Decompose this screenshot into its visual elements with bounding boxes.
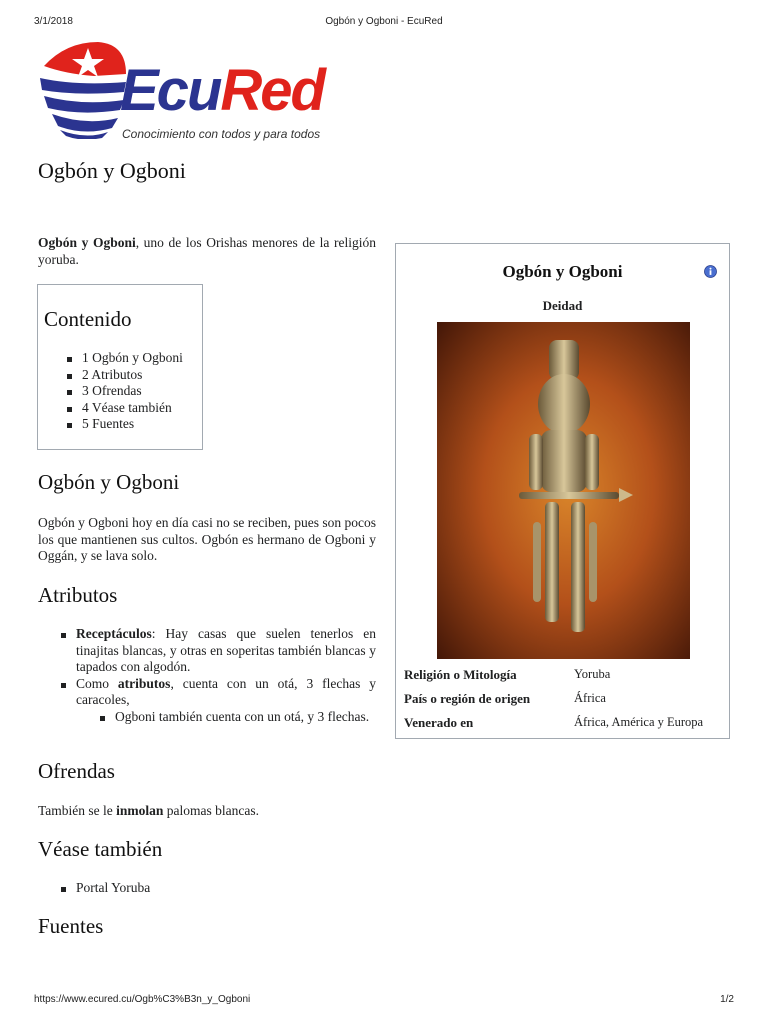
info-icon[interactable] <box>704 265 717 278</box>
table-of-contents <box>37 284 203 450</box>
list-item-text: Como <box>76 675 118 691</box>
atributos-link[interactable]: atributos <box>117 675 171 691</box>
toc-item-ogbon[interactable]: 1 Ogbón y Ogboni <box>82 350 183 365</box>
logo-wordmark <box>120 58 324 123</box>
print-page-number: 1/2 <box>720 994 734 1005</box>
infobox-row-value[interactable]: África <box>574 691 606 705</box>
toc-title: Contenido <box>44 307 132 331</box>
section-ofrendas-text <box>38 803 376 820</box>
list-item-text: , cuenta con un otá, 3 flechas y caracoles, <box>76 675 376 707</box>
inmolan-link[interactable]: inmolan <box>116 803 164 818</box>
print-date: 3/1/2018 <box>34 16 73 27</box>
infobox-subtitle: Deidad <box>542 298 583 313</box>
section-heading-ofrendas: Ofrendas <box>38 759 115 783</box>
page-title: Ogbón y Ogboni <box>38 158 186 183</box>
vease-list <box>76 880 376 897</box>
intro-paragraph <box>38 235 376 268</box>
infobox-row-label: País o región de origen <box>404 691 531 706</box>
toc-item-vease[interactable]: 4 Véase también <box>82 400 183 417</box>
intro-rest: , uno de los Orishas menores de la religión yoruba. <box>38 235 376 267</box>
list-item <box>76 676 376 709</box>
infobox <box>395 243 730 739</box>
section-heading-ogbon: Ogbón y Ogboni <box>38 470 180 494</box>
infobox-row-value: África, América y Europa <box>574 715 704 729</box>
intro-bold: Ogbón y Ogboni <box>38 235 136 250</box>
ofrendas-text-rest: palomas blancas. <box>163 803 260 818</box>
infobox-row <box>404 691 724 709</box>
receptaculos-link[interactable]: Receptáculos <box>76 626 152 641</box>
atributos-sublist <box>115 709 376 726</box>
list-item: Ogboni también cuenta con un otá, y 3 flechas. <box>115 709 376 726</box>
list-item <box>76 626 376 676</box>
logo-tagline: Conocimiento con todos y para todos <box>122 127 321 141</box>
list-item-text: : Hay casas que suelen tenerlos en tinajitas blancas, y otras en soperitas también blancas y tapados con algodón. <box>76 626 376 674</box>
deity-statue-image[interactable] <box>437 322 690 659</box>
toc-item-ofrendas[interactable]: 3 Ofrendas <box>82 383 183 400</box>
section-ogbon-text: Ogbón y Ogboni hoy en día casi no se reciben, pues son pocos los que mantienen sus cultos. Ogbón es hermano de Ogboni y Oggán, y se lava solo. <box>38 515 376 563</box>
section-heading-atributos: Atributos <box>38 583 118 607</box>
section-heading-vease: Véase también <box>38 837 163 861</box>
infobox-title: Ogbón y Ogboni <box>502 262 623 281</box>
ecured-logo[interactable] <box>36 34 346 146</box>
print-title: Ogbón y Ogboni - EcuRed <box>325 16 443 27</box>
toc-list <box>82 350 183 433</box>
logo-word-ecu: Ecu <box>120 58 221 123</box>
section-heading-fuentes: Fuentes <box>38 914 104 938</box>
infobox-row <box>404 715 724 733</box>
infobox-row <box>404 667 724 685</box>
ofrendas-text-pre: También se le <box>38 803 117 818</box>
toc-item-atributos[interactable]: 2 Atributos <box>82 367 183 384</box>
infobox-row-label: Religión o Mitología <box>404 667 517 682</box>
portal-yoruba-link[interactable]: Portal Yoruba <box>76 880 376 897</box>
print-url: https://www.ecured.cu/Ogb%C3%B3n_y_Ogboni <box>34 994 251 1005</box>
infobox-row-value[interactable]: Yoruba <box>574 667 611 681</box>
atributos-list <box>76 626 376 709</box>
infobox-row-label: Venerado en <box>404 715 474 730</box>
logo-word-red: Red <box>220 58 324 123</box>
toc-item-fuentes[interactable]: 5 Fuentes <box>82 416 183 433</box>
